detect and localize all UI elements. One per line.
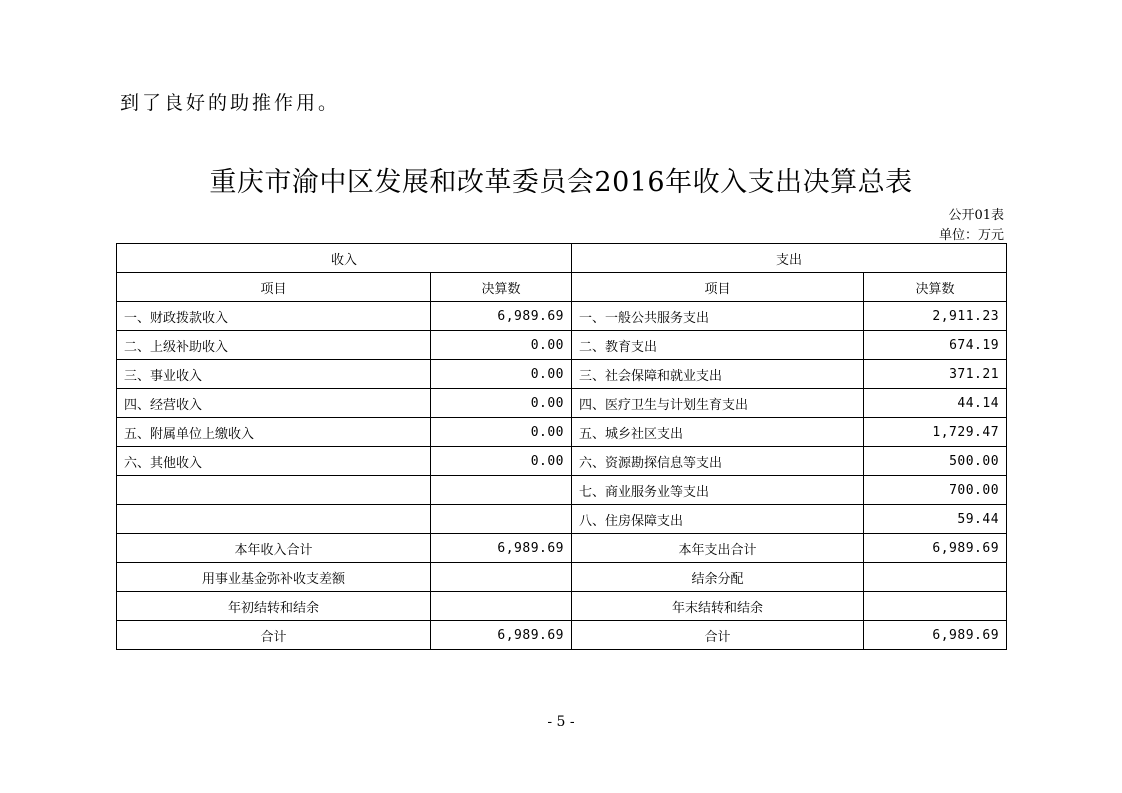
expense-item-cell: 本年支出合计 (572, 534, 864, 563)
income-item-cell: 五、附属单位上缴收入 (117, 418, 431, 447)
income-item-cell (117, 476, 431, 505)
income-amount-cell: 0.00 (431, 418, 572, 447)
table-row (117, 476, 1007, 505)
table-row (117, 505, 1007, 534)
intro-text: 到了良好的助推作用。 (120, 92, 341, 114)
expense-amount-cell: 674.19 (864, 331, 1007, 360)
income-item-cell: 一、财政拨款收入 (117, 302, 431, 331)
table-row (117, 563, 1007, 592)
expense-item-cell: 合计 (572, 621, 864, 650)
table-row (117, 592, 1007, 621)
income-item-cell: 年初结转和结余 (117, 592, 431, 621)
table-row (117, 331, 1007, 360)
income-item-cell (117, 505, 431, 534)
expense-item-cell: 七、商业服务业等支出 (572, 476, 864, 505)
page-title: 重庆市渝中区发展和改革委员会2016年收入支出决算总表 (209, 167, 913, 198)
expense-item-cell: 年末结转和结余 (572, 592, 864, 621)
expense-item-cell: 五、城乡社区支出 (572, 418, 864, 447)
income-amount-cell (431, 505, 572, 534)
income-header: 收入 (117, 244, 572, 273)
expense-amount-cell: 371.21 (864, 360, 1007, 389)
expense-amount-cell: 6,989.69 (864, 621, 1007, 650)
expense-item-cell: 八、住房保障支出 (572, 505, 864, 534)
income-amount-cell: 6,989.69 (431, 621, 572, 650)
income-amount-cell: 0.00 (431, 447, 572, 476)
unit-label: 单位：万元 (938, 228, 1004, 243)
income-item-cell: 合计 (117, 621, 431, 650)
expense-item-cell: 一、一般公共服务支出 (572, 302, 864, 331)
expense-amount-col-header: 决算数 (864, 273, 1007, 302)
table-row (117, 534, 1007, 563)
income-amount-cell: 0.00 (431, 360, 572, 389)
expense-item-cell: 三、社会保障和就业支出 (572, 360, 864, 389)
expense-item-cell: 六、资源勘探信息等支出 (572, 447, 864, 476)
income-amount-col-header: 决算数 (431, 273, 572, 302)
income-item-cell: 本年收入合计 (117, 534, 431, 563)
income-amount-cell: 0.00 (431, 331, 572, 360)
income-item-cell: 用事业基金弥补收支差额 (117, 563, 431, 592)
income-amount-cell: 6,989.69 (431, 534, 572, 563)
income-amount-cell (431, 563, 572, 592)
expense-amount-cell: 59.44 (864, 505, 1007, 534)
expense-item-cell: 结余分配 (572, 563, 864, 592)
form-code: 公开01表 (948, 208, 1004, 223)
income-item-cell: 六、其他收入 (117, 447, 431, 476)
expense-amount-cell: 44.14 (864, 389, 1007, 418)
page-number: - 5 - (547, 714, 575, 730)
table-row (117, 418, 1007, 447)
expense-amount-cell: 500.00 (864, 447, 1007, 476)
income-amount-cell: 0.00 (431, 389, 572, 418)
expense-item-col-header: 项目 (572, 273, 864, 302)
expense-item-cell: 四、医疗卫生与计划生育支出 (572, 389, 864, 418)
income-item-cell: 三、事业收入 (117, 360, 431, 389)
table-row (117, 360, 1007, 389)
income-amount-cell: 6,989.69 (431, 302, 572, 331)
table-row (117, 389, 1007, 418)
income-item-cell: 二、上级补助收入 (117, 331, 431, 360)
expense-amount-cell (864, 592, 1007, 621)
expense-amount-cell: 2,911.23 (864, 302, 1007, 331)
table-row (117, 302, 1007, 331)
expense-amount-cell: 700.00 (864, 476, 1007, 505)
income-amount-cell (431, 476, 572, 505)
income-expense-table (116, 243, 1007, 650)
expense-amount-cell: 6,989.69 (864, 534, 1007, 563)
income-item-col-header: 项目 (117, 273, 431, 302)
income-item-cell: 四、经营收入 (117, 389, 431, 418)
table-row (117, 621, 1007, 650)
income-amount-cell (431, 592, 572, 621)
expense-item-cell: 二、教育支出 (572, 331, 864, 360)
expense-amount-cell: 1,729.47 (864, 418, 1007, 447)
table-row (117, 447, 1007, 476)
expense-header: 支出 (572, 244, 1007, 273)
expense-amount-cell (864, 563, 1007, 592)
